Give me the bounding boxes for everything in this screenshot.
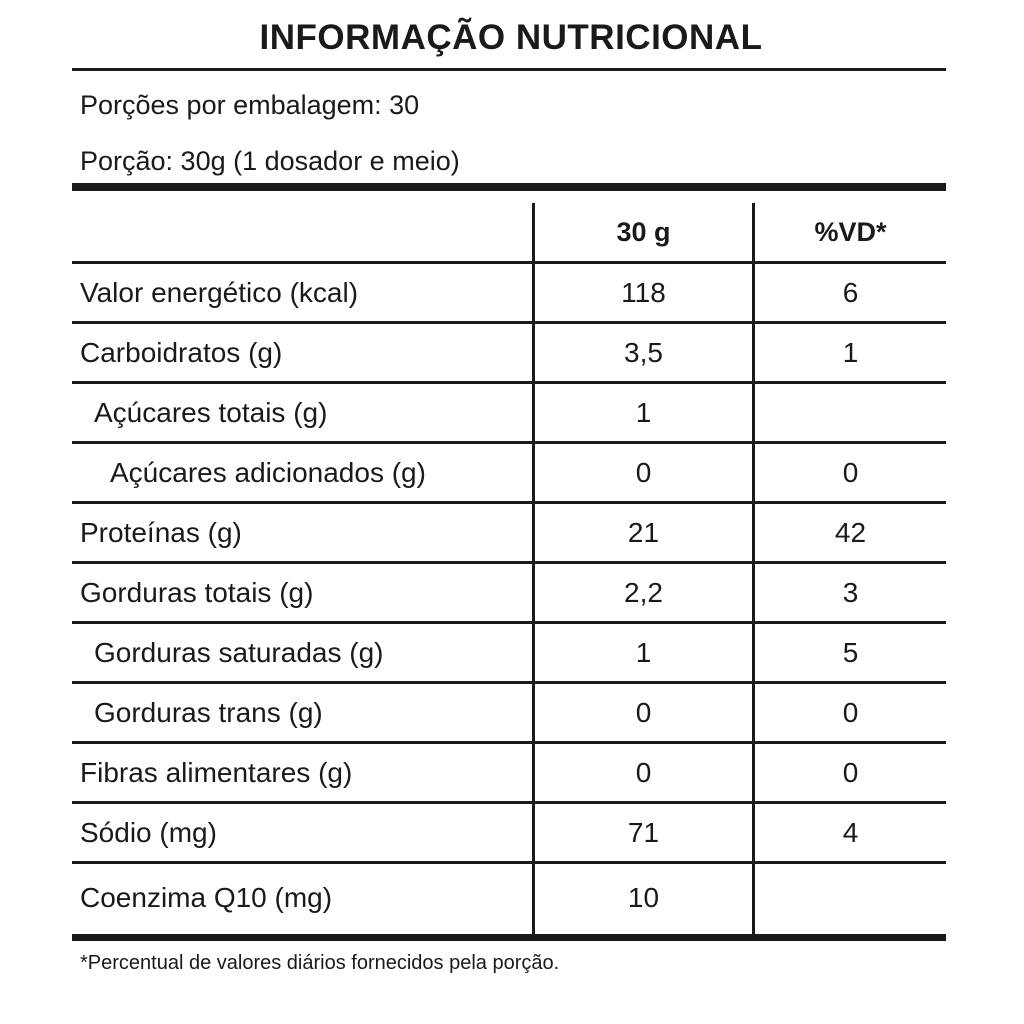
nutrient-name: Valor energético (kcal)	[80, 276, 359, 308]
nutrient-name: Gorduras totais (g)	[80, 576, 314, 608]
table-header-row	[72, 203, 946, 264]
nutrient-amount: 21	[627, 516, 660, 548]
nutrient-daily-value: 6	[842, 276, 859, 308]
servings-per-package: Porções por embalagem: 30	[80, 90, 420, 120]
table-row-added-sugars	[72, 444, 946, 504]
table-row-dietary-fiber	[72, 744, 946, 804]
portion-divider	[72, 183, 946, 191]
nutrition-label	[72, 0, 950, 1024]
table-row-coenzyme-q10	[72, 864, 946, 934]
nutrition-table	[72, 191, 946, 934]
nutrient-daily-value: 0	[842, 696, 859, 728]
portion-size: Porção: 30g (1 dosador e meio)	[80, 146, 460, 176]
nutrient-daily-value: 3	[842, 576, 859, 608]
header-amount: 30 g	[616, 216, 671, 247]
nutrient-name: Coenzima Q10 (mg)	[80, 881, 333, 913]
table-row-total-sugars	[72, 384, 946, 444]
nutrient-name: Sódio (mg)	[80, 816, 217, 848]
nutrient-amount: 0	[635, 456, 652, 488]
table-row-saturated-fat	[72, 624, 946, 684]
nutrient-amount: 1	[635, 396, 652, 428]
nutrient-daily-value	[755, 384, 946, 441]
table-row-total-fat	[72, 564, 946, 624]
nutrient-name: Açúcares totais (g)	[94, 396, 328, 428]
nutrient-amount: 0	[635, 756, 652, 788]
nutrient-daily-value: 1	[842, 336, 859, 368]
nutrient-name: Proteínas (g)	[80, 516, 242, 548]
nutrient-daily-value: 0	[842, 456, 859, 488]
header-daily-value: %VD*	[814, 216, 887, 247]
header-nutrient	[80, 203, 530, 261]
nutrient-daily-value: 0	[842, 756, 859, 788]
nutrient-amount: 2,2	[624, 576, 663, 608]
nutrient-amount: 0	[635, 696, 652, 728]
label-title: INFORMAÇÃO NUTRICIONAL	[259, 18, 763, 57]
nutrient-daily-value: 42	[834, 516, 867, 548]
nutrient-daily-value	[755, 864, 946, 931]
table-row-proteins	[72, 504, 946, 564]
nutrient-name: Gorduras saturadas (g)	[94, 636, 384, 668]
nutrient-amount: 71	[627, 816, 660, 848]
title-divider	[72, 68, 946, 71]
table-row-energy	[72, 264, 946, 324]
nutrient-name: Gorduras trans (g)	[94, 696, 323, 728]
table-row-carbohydrates	[72, 324, 946, 384]
nutrient-name: Fibras alimentares (g)	[80, 756, 353, 788]
table-row-trans-fat	[72, 684, 946, 744]
nutrient-daily-value: 4	[842, 816, 859, 848]
nutrient-amount: 1	[635, 636, 652, 668]
table-row-sodium	[72, 804, 946, 864]
nutrient-name: Açúcares adicionados (g)	[110, 456, 426, 488]
nutrient-daily-value: 5	[842, 636, 859, 668]
nutrient-amount: 118	[621, 276, 666, 308]
nutrient-amount: 10	[627, 881, 660, 913]
footnote: *Percentual de valores diários fornecidos pela porção.	[80, 952, 560, 974]
nutrient-name: Carboidratos (g)	[80, 336, 283, 368]
nutrient-amount: 3,5	[624, 336, 663, 368]
table-bottom-divider	[72, 934, 946, 941]
